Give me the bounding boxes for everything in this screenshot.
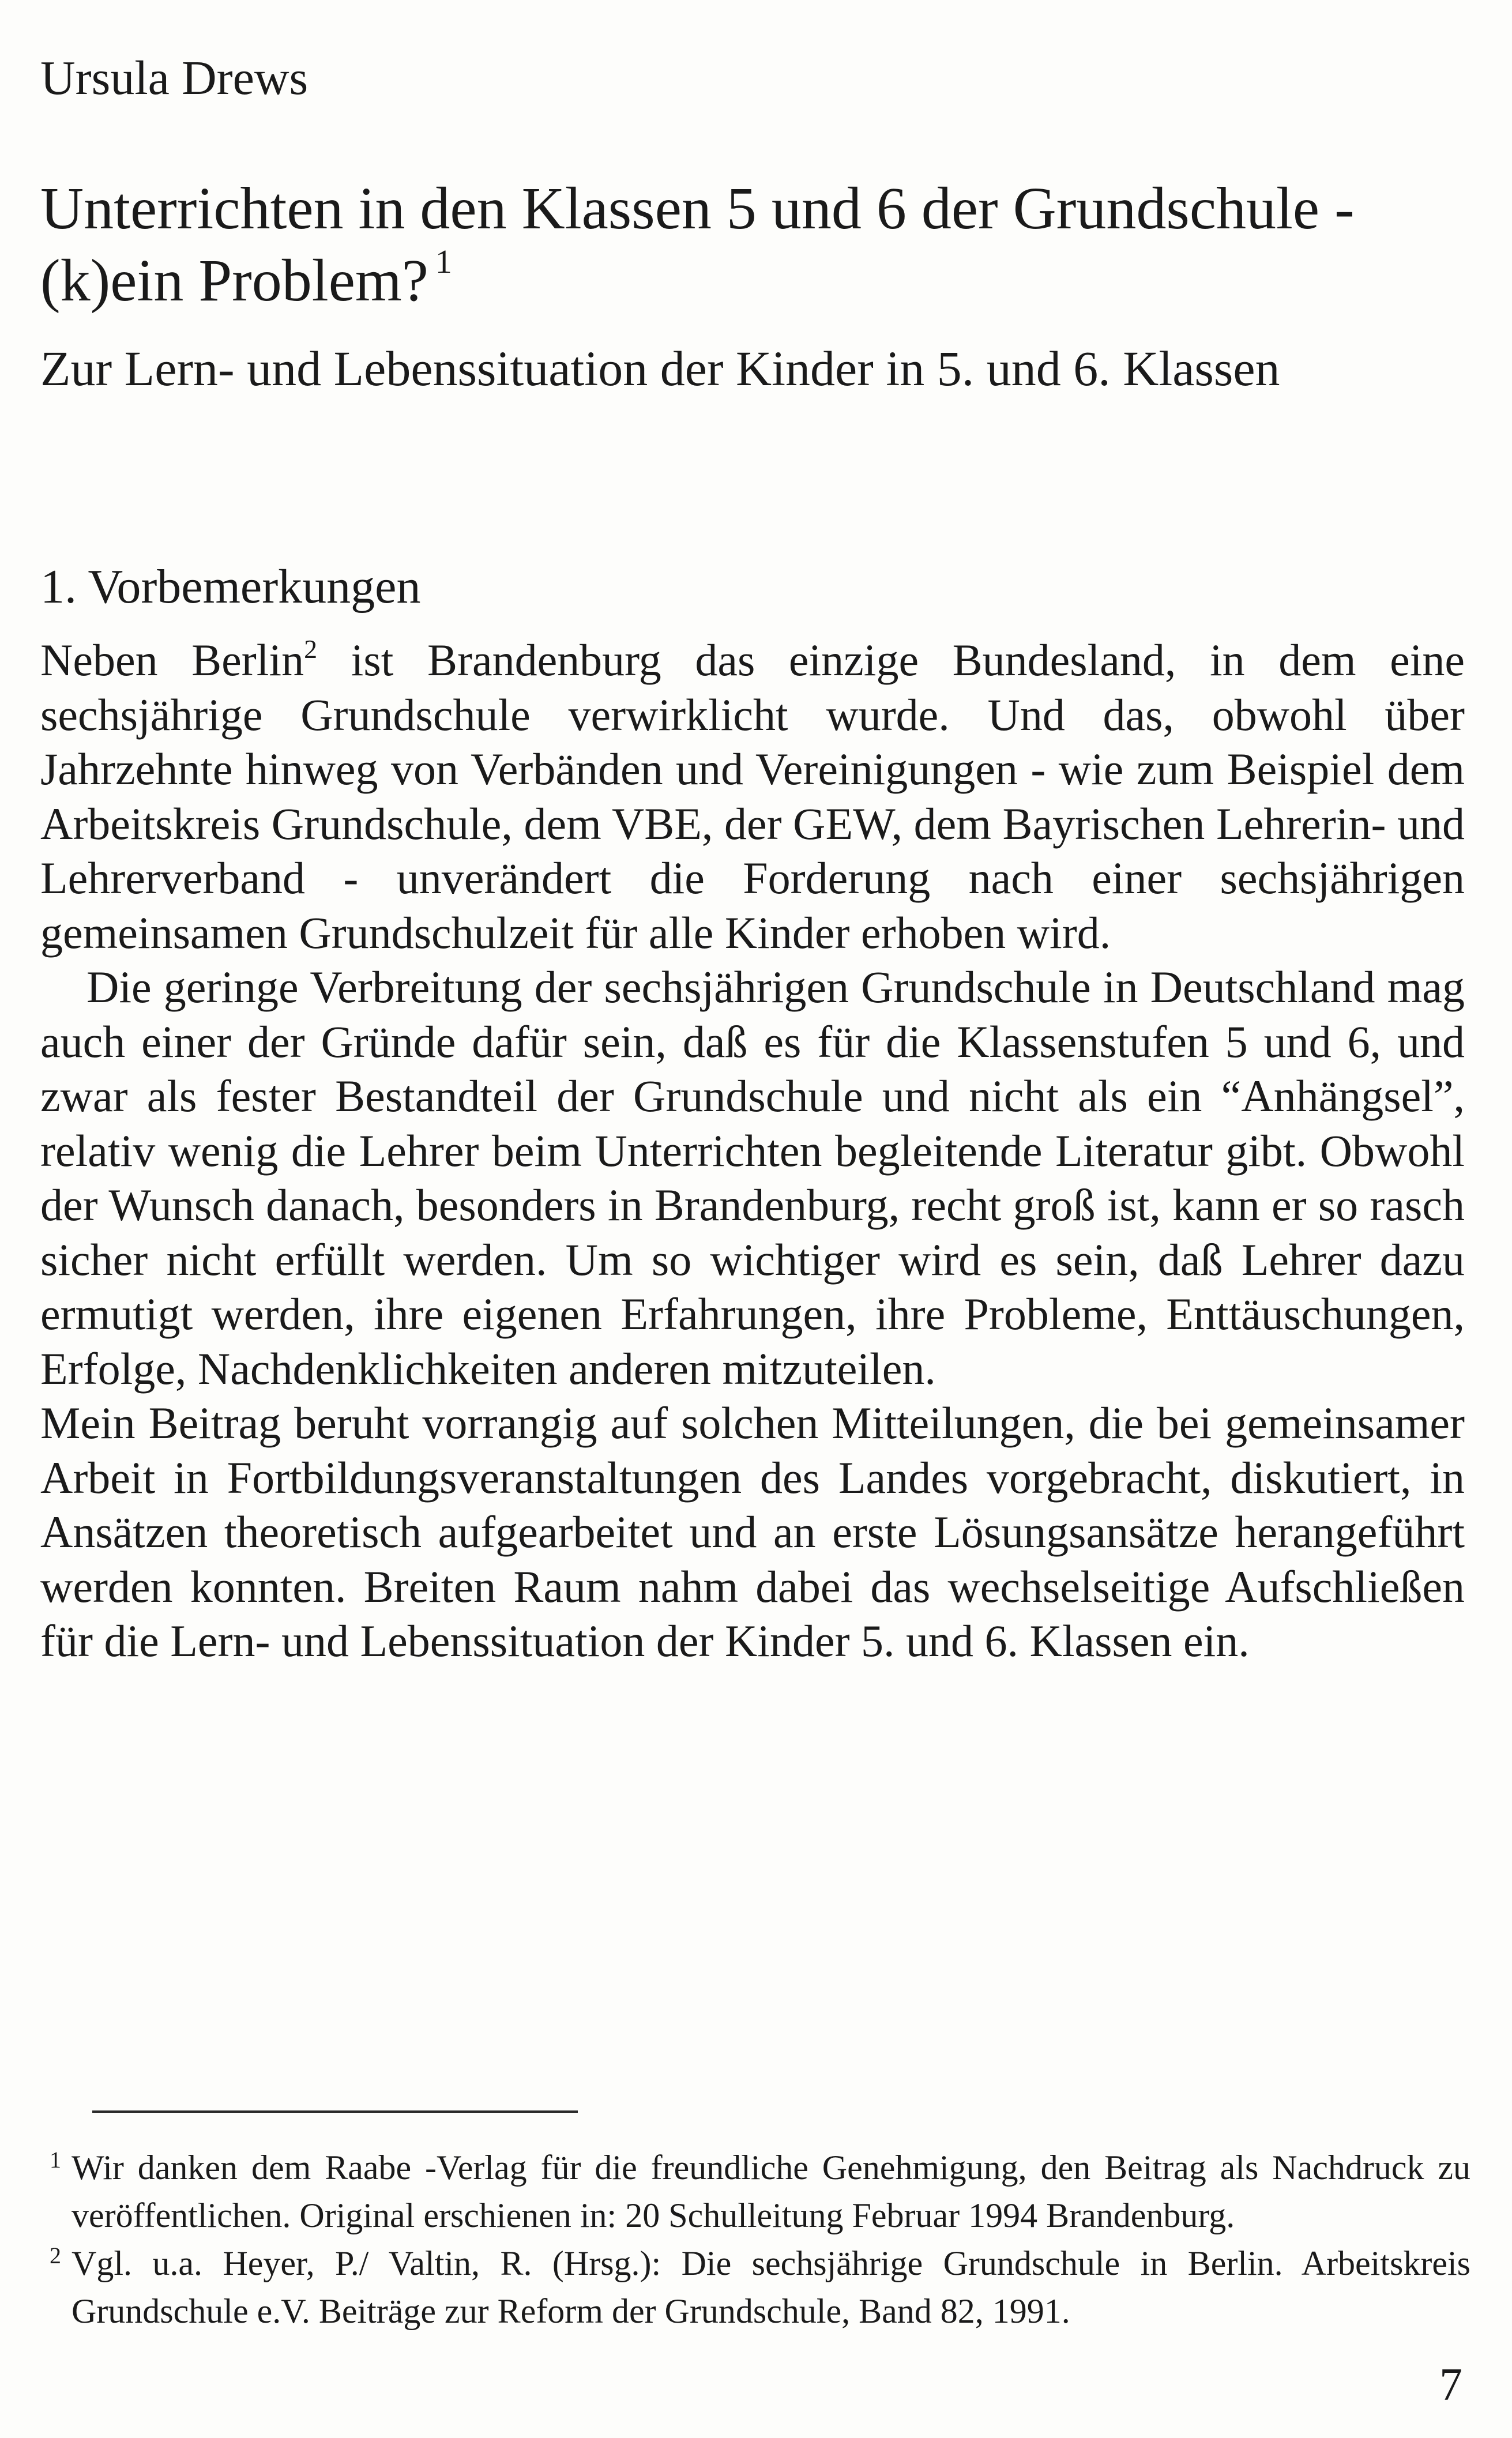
title-line-2 (40, 242, 1482, 317)
footnote-1-text: Wir danken dem Raabe -Verlag für die freundliche Genehmigung, den Beitrag als Nachdruck zu veröffentlichen. Original erschienen in: 20 Schulleitung Februar 1994 Brandenburg. (72, 2149, 1470, 2234)
paragraph-2: Die geringe Verbreitung der sechsjährigen Grundschule in Deutschland mag auch einer der Gründe dafür sein, daß es für die Klassenstufen 5 und 6, und zwar als fester Bestandteil der Grundschule und nicht als ein “Anhängsel”, relativ wenig die Lehrer beim Unterrichten begleitende Literatur gibt. Obwohl der Wunsch danach, besonders in Brandenburg, recht groß ist, kann er so rasch sicher nicht erfüllt werden. Um so wichtiger wird es sein, daß Lehrer dazu ermutigt werden, ihre eigenen Erfahrungen, ihre Probleme, Enttäuschungen, Erfolge, Nachdenklichkeiten anderen mitzuteilen. (40, 962, 1465, 1394)
paragraph-1-start: Neben Berlin (40, 635, 304, 685)
paragraph-3: Mein Beitrag beruht vorrangig auf solchen Mitteilungen, die bei gemeinsamer Arbeit in Fortbildungsveranstaltungen des Landes vorgebracht, diskutiert, in Ansätzen theoretisch aufgearbeitet und an erste Lösungsansätze herangeführt werden konnten. Breiten Raum nahm dabei das wechselseitige Aufschließen für die Lern- und Lebenssituation der Kinder 5. und 6. Klassen ein. (40, 1398, 1465, 1666)
footnote-divider (92, 2110, 578, 2113)
title-footnote-ref[interactable]: 1 (435, 242, 452, 280)
section-heading: 1. Vorbemerkungen (40, 560, 421, 614)
footnote-2 (46, 2240, 1470, 2335)
paragraph-1 (40, 633, 1465, 960)
footnote-2-text: Vgl. u.a. Heyer, P./ Valtin, R. (Hrsg.): Die sechsjährige Grundschule in Berlin. Arbeitskreis Grundschule e.V. Beiträge zur Reform der Grundschule, Band 82, 1991. (72, 2244, 1470, 2330)
paragraph-1-footnote-ref[interactable]: 2 (304, 634, 318, 664)
title-line-1: Unterrichten in den Klassen 5 und 6 der Grundschule - (40, 175, 1355, 242)
author-name: Ursula Drews (40, 51, 309, 105)
footnote-2-mark: 2 (50, 2243, 61, 2268)
paragraph-1-rest: ist Brandenburg das einzige Bundesland, in dem eine sechsjährige Grundschule verwirklicht wurde. Und das, obwohl über Jahrzehnte hinweg von Verbänden und Vereinigungen - wie zum Beispiel dem Arbeitskreis Grundschule, dem VBE, der GEW, dem Bayrischen Lehrerin- und Lehrerverband - unverändert die Forderung nach einer sechsjährigen gemeinsamen Grundschulzeit für alle Kinder erhoben wird. (40, 635, 1465, 958)
page-number: 7 (1439, 2360, 1462, 2410)
article-subtitle: Zur Lern- und Lebenssituation der Kinder in 5. und 6. Klassen (40, 341, 1280, 396)
footnote-1-mark: 1 (50, 2147, 61, 2173)
article-title (40, 173, 1482, 317)
footnotes (46, 2144, 1470, 2335)
footnote-1 (46, 2144, 1470, 2240)
body-text (40, 633, 1465, 1669)
title-line-2-text: (k)ein Problem? (40, 247, 428, 314)
